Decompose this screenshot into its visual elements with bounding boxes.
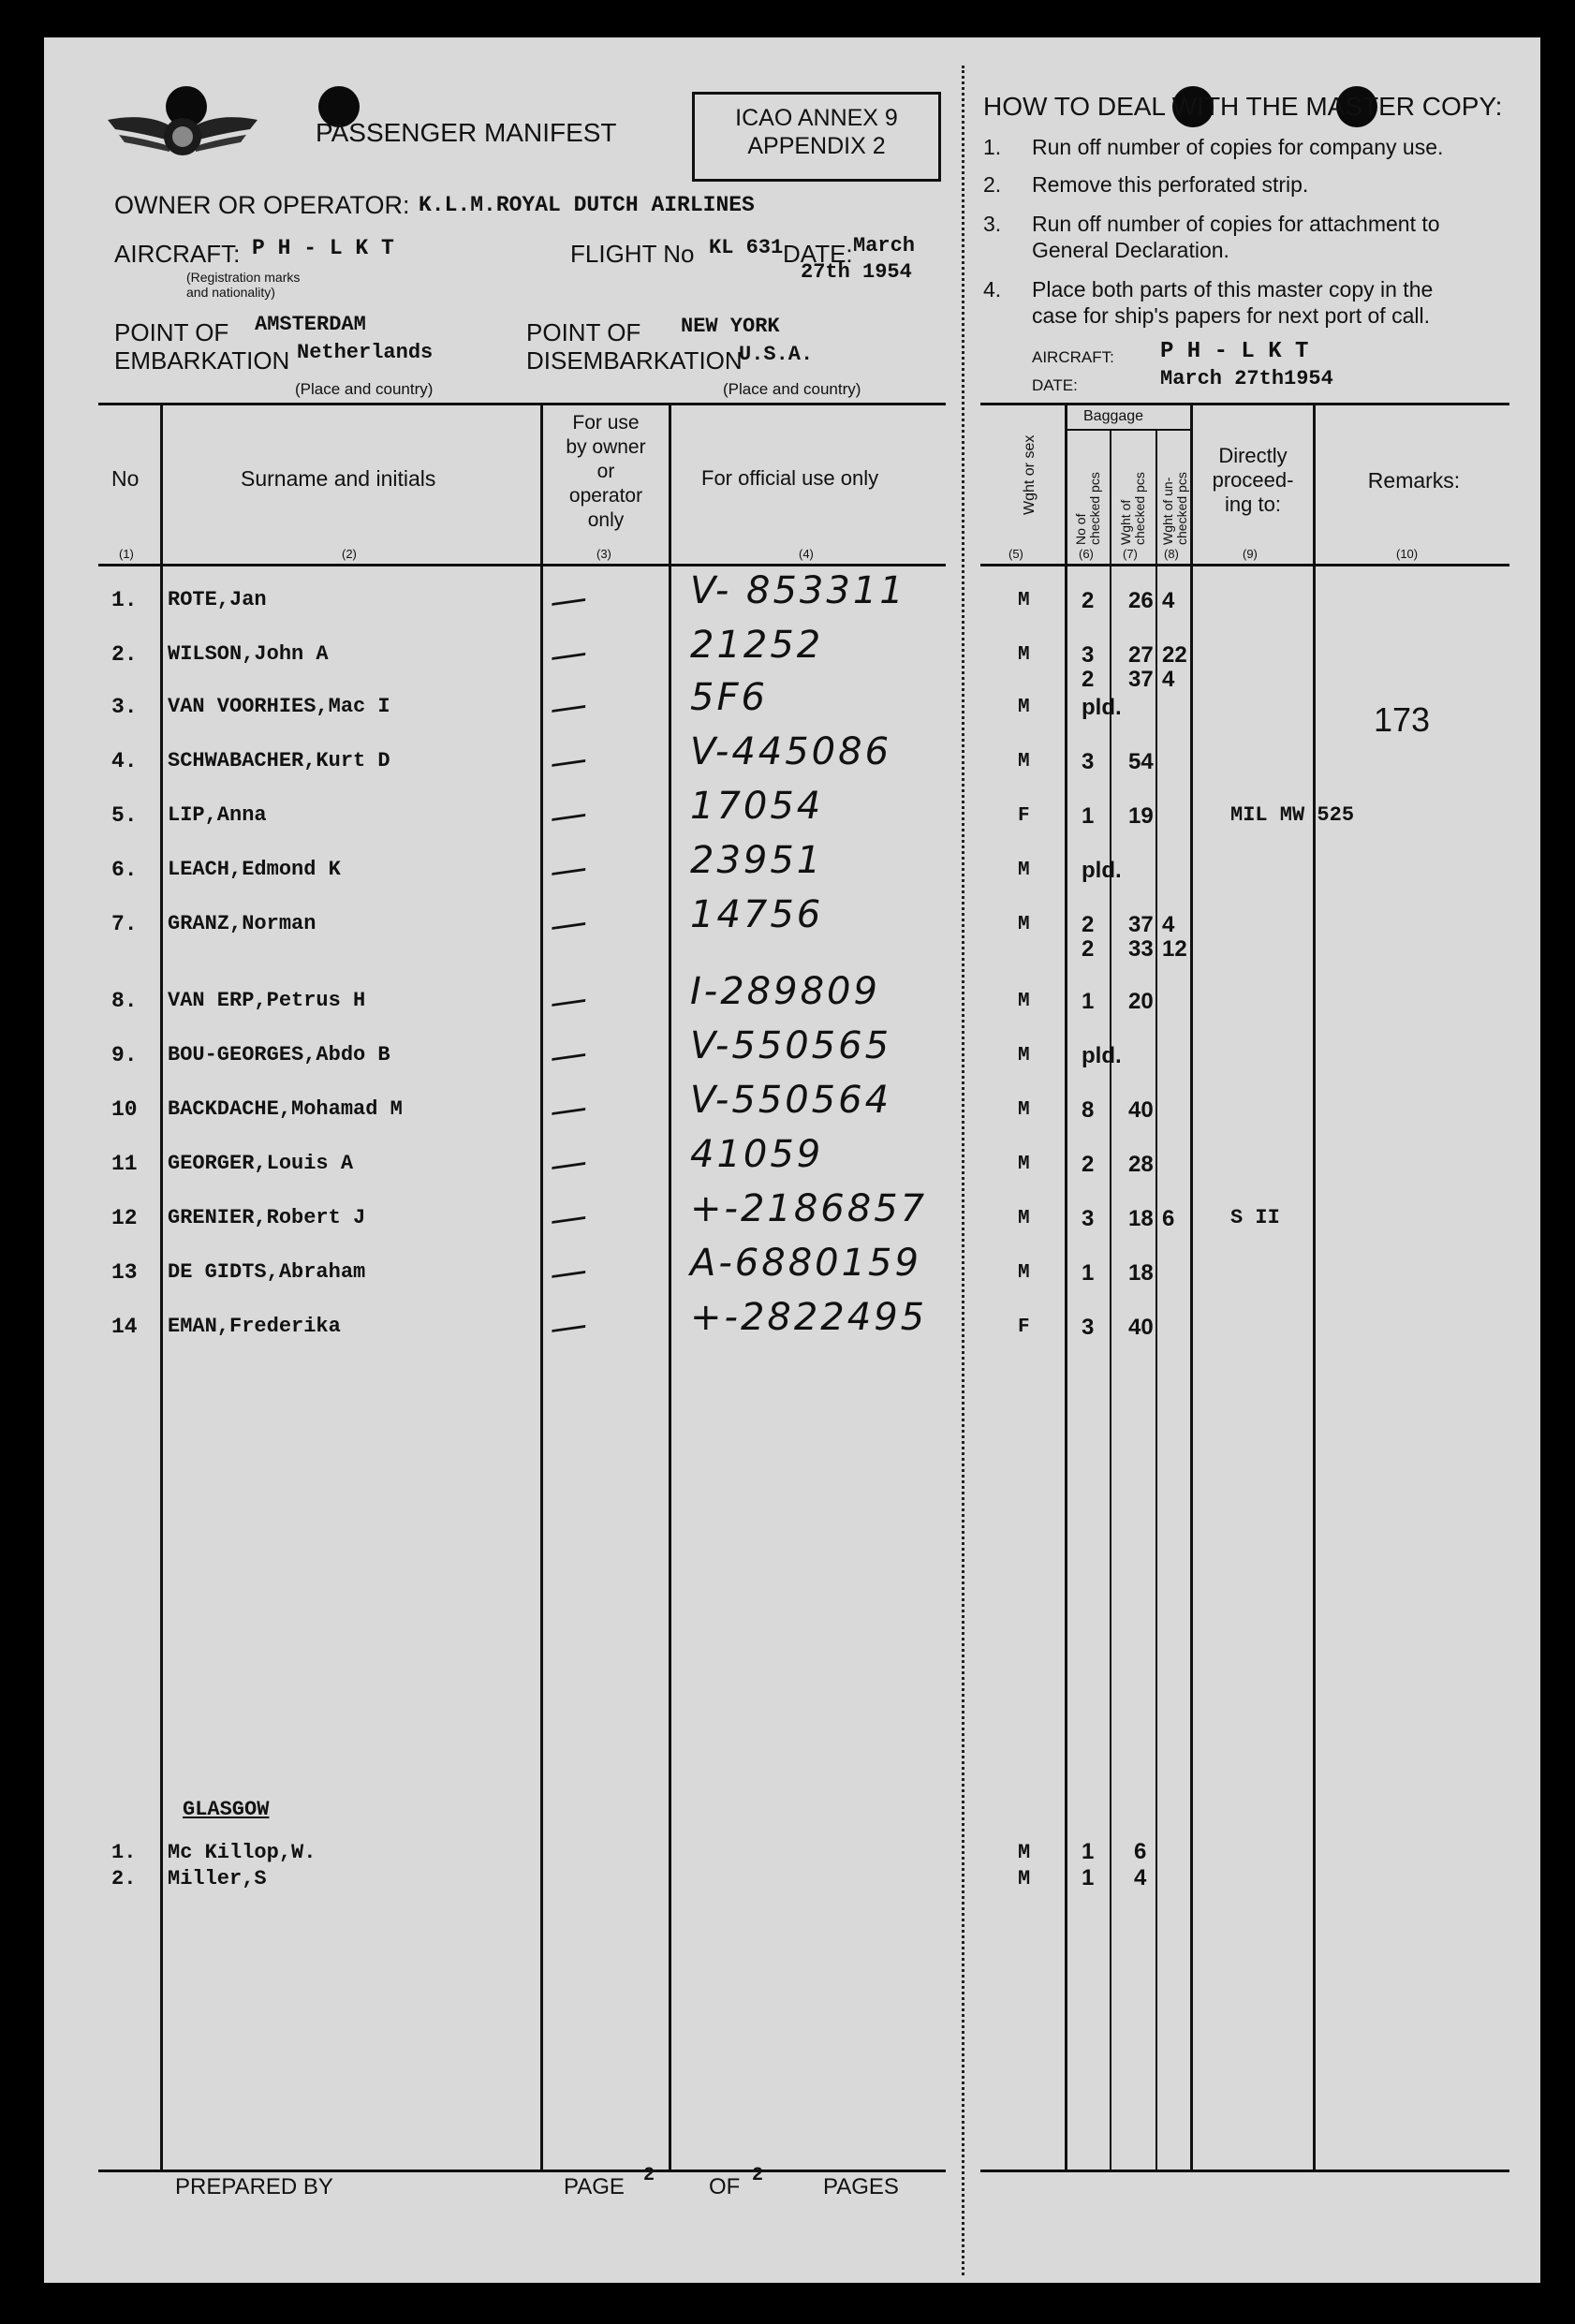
row-no: 3. bbox=[111, 695, 138, 719]
col-num: (4) bbox=[799, 547, 814, 561]
embark-value2: Netherlands bbox=[297, 341, 434, 364]
row-surname: GRENIER,Robert J bbox=[168, 1206, 366, 1229]
row-official-number: A-6880159 bbox=[690, 1242, 921, 1285]
glasgow-row-wght: 4 bbox=[1134, 1865, 1147, 1890]
col-divider bbox=[1190, 403, 1193, 2170]
manifest-sheet bbox=[44, 37, 1540, 2283]
owner-check-mark: — bbox=[546, 1085, 591, 1134]
instruction-num: 4. bbox=[983, 277, 1002, 302]
col-divider bbox=[1313, 403, 1316, 2170]
instruction-num: 3. bbox=[983, 212, 1002, 236]
row-official-number: I-289809 bbox=[690, 970, 880, 1013]
row-no: 12 bbox=[111, 1206, 138, 1230]
col-header-remarks: Remarks: bbox=[1367, 468, 1461, 493]
embark-note: (Place and country) bbox=[295, 380, 434, 398]
glasgow-row-pcs: 1 bbox=[1082, 1865, 1095, 1890]
instructions-title: HOW TO DEAL WITH THE MASTER COPY: bbox=[983, 92, 1503, 121]
col-num: (7) bbox=[1123, 547, 1138, 561]
table-top-rule bbox=[98, 403, 946, 405]
col-divider bbox=[540, 403, 543, 2170]
glasgow-row-sex: M bbox=[1018, 1841, 1031, 1864]
table-top-rule bbox=[980, 403, 1509, 405]
row-checked-pcs: 2 bbox=[1082, 667, 1095, 692]
annex-line1: ICAO ANNEX 9 bbox=[735, 105, 898, 131]
strip-date-label: DATE: bbox=[1032, 376, 1078, 394]
row-checked-wght: 40 bbox=[1128, 1315, 1154, 1340]
row-checked-pcs: 3 bbox=[1082, 642, 1095, 668]
row-unchecked-wght: 6 bbox=[1162, 1206, 1175, 1231]
row-unchecked-wght: 22 bbox=[1162, 642, 1187, 668]
row-no: 11 bbox=[111, 1152, 138, 1176]
row-sex: M bbox=[1018, 751, 1030, 772]
row-no: 13 bbox=[111, 1260, 138, 1285]
row-checked-wght: 26 bbox=[1128, 588, 1154, 613]
col-header-owner-use: only bbox=[587, 509, 625, 531]
row-sex: M bbox=[1018, 697, 1030, 718]
col-num: (10) bbox=[1396, 547, 1419, 561]
row-checked-pcs: 1 bbox=[1082, 989, 1095, 1014]
row-official-number: V-445086 bbox=[690, 730, 892, 773]
embark-value1: AMSTERDAM bbox=[255, 313, 366, 336]
row-official-number: 23951 bbox=[690, 839, 824, 882]
owner-check-mark: — bbox=[546, 791, 591, 840]
row-checked-pcs: 3 bbox=[1082, 749, 1095, 774]
row-surname: DE GIDTS,Abraham bbox=[168, 1260, 366, 1284]
klm-winged-logo-icon bbox=[108, 105, 258, 165]
row-checked-wght: 33 bbox=[1128, 936, 1154, 962]
prepared-by-label: PREPARED BY bbox=[175, 2174, 333, 2199]
row-surname: WILSON,John A bbox=[168, 642, 329, 666]
row-sex: M bbox=[1018, 1154, 1030, 1175]
row-checked-wght: 18 bbox=[1128, 1260, 1154, 1286]
row-official-number: 17054 bbox=[690, 785, 824, 828]
row-checked-wght: 18 bbox=[1128, 1206, 1154, 1231]
page-label: PAGE bbox=[564, 2174, 625, 2199]
row-no: 5. bbox=[111, 803, 138, 828]
col-header-directly: proceed- bbox=[1212, 468, 1294, 492]
baggage-rule bbox=[1065, 429, 1192, 431]
row-checked-pcs: 8 bbox=[1082, 1097, 1095, 1123]
owner-check-mark: — bbox=[546, 1248, 591, 1297]
row-sex: M bbox=[1018, 590, 1030, 611]
col-num: (1) bbox=[119, 547, 134, 561]
col-header-directly: Directly bbox=[1218, 444, 1288, 467]
col-header-official: For official use only bbox=[701, 466, 879, 490]
row-surname: SCHWABACHER,Kurt D bbox=[168, 749, 390, 772]
embark-label1: POINT OF bbox=[114, 318, 229, 346]
row-sex: M bbox=[1018, 1099, 1030, 1121]
instruction-num: 2. bbox=[983, 172, 1002, 197]
row-surname: GRANZ,Norman bbox=[168, 912, 316, 935]
glasgow-heading: GLASGOW bbox=[183, 1798, 270, 1821]
row-unchecked-wght: 4 bbox=[1162, 912, 1175, 937]
row-checked-pcs: 2 bbox=[1082, 912, 1095, 937]
date-value1: March bbox=[853, 234, 916, 257]
col-divider bbox=[1110, 429, 1111, 2170]
row-checked-wght: 54 bbox=[1128, 749, 1154, 774]
header-rule bbox=[98, 564, 946, 566]
row-sex: M bbox=[1018, 914, 1030, 935]
col-header-no: No bbox=[111, 466, 140, 491]
row-official-number: 14756 bbox=[690, 893, 824, 936]
row-sex: M bbox=[1018, 1045, 1030, 1066]
col-header-owner-use: or bbox=[596, 461, 615, 482]
row-surname: EMAN,Frederika bbox=[168, 1315, 341, 1338]
row-directly-to: MIL MW 525 bbox=[1230, 803, 1355, 827]
owner-check-mark: — bbox=[546, 1140, 591, 1188]
col-num: (3) bbox=[596, 547, 611, 561]
row-surname: VAN VOORHIES,Mac I bbox=[168, 695, 390, 718]
col-header-unchecked-wght: Wght of un- checked pcs bbox=[1160, 472, 1189, 545]
glasgow-row-no: 2. bbox=[111, 1867, 137, 1890]
owner-check-mark: — bbox=[546, 576, 591, 625]
row-official-number: V- 853311 bbox=[690, 569, 906, 612]
row-official-number: V-550564 bbox=[690, 1079, 892, 1122]
row-unchecked-wght: 12 bbox=[1162, 936, 1187, 962]
row-checked-pcs: 3 bbox=[1082, 1206, 1095, 1231]
row-unchecked-wght: 4 bbox=[1162, 667, 1175, 692]
row-no: 6. bbox=[111, 858, 138, 882]
row-sex: F bbox=[1018, 805, 1030, 827]
pages-label: PAGES bbox=[823, 2174, 899, 2199]
row-checked-pcs: 3 bbox=[1082, 1315, 1095, 1340]
disembark-value1: NEW YORK bbox=[681, 315, 780, 338]
row-checked-pcs: 1 bbox=[1082, 1260, 1095, 1286]
owner-check-mark: — bbox=[546, 1031, 591, 1080]
col-num: (5) bbox=[1008, 547, 1023, 561]
row-sex: M bbox=[1018, 991, 1030, 1012]
col-divider bbox=[160, 403, 163, 2170]
row-checked-pcs: 2 bbox=[1082, 1152, 1095, 1177]
row-surname: LEACH,Edmond K bbox=[168, 858, 341, 881]
footer-rule bbox=[980, 2170, 1509, 2172]
owner-check-mark: — bbox=[546, 846, 591, 894]
row-remarks: 173 bbox=[1374, 700, 1431, 739]
owner-value: K.L.M.ROYAL DUTCH AIRLINES bbox=[419, 193, 755, 217]
row-no: 4. bbox=[111, 749, 138, 773]
disembark-label2: DISEMBARKATION bbox=[526, 346, 743, 375]
row-no: 8. bbox=[111, 989, 138, 1013]
instruction-text2: General Declaration. bbox=[1032, 238, 1229, 262]
page-total: 2 bbox=[752, 2165, 764, 2186]
row-checked-wght: 27 bbox=[1128, 642, 1154, 668]
glasgow-row-pcs: 1 bbox=[1082, 1839, 1095, 1864]
strip-date-value: March 27th1954 bbox=[1160, 367, 1333, 390]
owner-check-mark: — bbox=[546, 1194, 591, 1243]
glasgow-row-sex: M bbox=[1018, 1867, 1031, 1890]
row-unchecked-wght: 4 bbox=[1162, 588, 1175, 613]
row-official-number: 21252 bbox=[690, 624, 824, 667]
row-no: 2. bbox=[111, 642, 138, 667]
col-header-wght-sex: Wght or sex bbox=[1022, 434, 1038, 515]
instruction-text: Run off number of copies for attachment to bbox=[1032, 212, 1440, 236]
row-checked-pcs: pld. bbox=[1082, 858, 1122, 883]
col-header-surname: Surname and initials bbox=[241, 466, 436, 491]
annex-line2: APPENDIX 2 bbox=[747, 133, 886, 159]
col-header-checked-pcs: No of checked pcs bbox=[1073, 472, 1102, 545]
row-official-number: V-550565 bbox=[690, 1024, 892, 1067]
instruction-text: Remove this perforated strip. bbox=[1032, 172, 1309, 197]
row-checked-pcs: 2 bbox=[1082, 936, 1095, 962]
col-num: (9) bbox=[1243, 547, 1258, 561]
date-label: DATE: bbox=[783, 240, 853, 268]
owner-check-mark: — bbox=[546, 683, 591, 731]
perforation-line bbox=[962, 66, 964, 2275]
row-checked-wght: 20 bbox=[1128, 989, 1154, 1014]
flight-value: KL 631 bbox=[709, 236, 784, 259]
row-surname: ROTE,Jan bbox=[168, 588, 267, 611]
owner-check-mark: — bbox=[546, 977, 591, 1025]
row-no: 9. bbox=[111, 1043, 138, 1067]
row-official-number: 41059 bbox=[690, 1133, 824, 1176]
col-num: (2) bbox=[342, 547, 357, 561]
row-checked-wght: 19 bbox=[1128, 803, 1154, 829]
disembark-note: (Place and country) bbox=[723, 380, 861, 398]
col-header-owner-use: by owner bbox=[566, 436, 646, 458]
col-divider bbox=[669, 403, 671, 2170]
row-official-number: +-2186857 bbox=[690, 1187, 928, 1230]
instruction-text2: case for ship's papers for next port of call. bbox=[1032, 303, 1430, 328]
row-directly-to: S II bbox=[1230, 1206, 1280, 1229]
row-sex: M bbox=[1018, 860, 1030, 881]
col-header-owner-use: operator bbox=[568, 485, 643, 507]
row-no: 7. bbox=[111, 912, 138, 936]
row-checked-wght: 28 bbox=[1128, 1152, 1154, 1177]
row-official-number: 5F6 bbox=[690, 676, 768, 719]
col-num: (6) bbox=[1079, 547, 1094, 561]
header-rule bbox=[980, 564, 1509, 566]
owner-check-mark: — bbox=[546, 1302, 591, 1351]
row-checked-pcs: 1 bbox=[1082, 803, 1095, 829]
row-checked-wght: 37 bbox=[1128, 912, 1154, 937]
strip-aircraft-value: P H - L K T bbox=[1160, 339, 1309, 364]
owner-label: OWNER OR OPERATOR: bbox=[114, 191, 410, 219]
glasgow-row-no: 1. bbox=[111, 1841, 137, 1864]
row-sex: M bbox=[1018, 1262, 1030, 1284]
row-sex: F bbox=[1018, 1316, 1030, 1338]
owner-check-mark: — bbox=[546, 900, 591, 949]
embark-label2: EMBARKATION bbox=[114, 346, 290, 375]
flight-label: FLIGHT No bbox=[570, 240, 695, 268]
row-surname: BOU-GEORGES,Abdo B bbox=[168, 1043, 390, 1066]
col-divider bbox=[1155, 429, 1157, 2170]
glasgow-row-wght: 6 bbox=[1134, 1839, 1147, 1864]
page-number: 2 bbox=[643, 2165, 655, 2186]
instruction-text: Place both parts of this master copy in the bbox=[1032, 277, 1434, 302]
row-checked-pcs: pld. bbox=[1082, 1043, 1122, 1068]
date-value2: 27th 1954 bbox=[801, 260, 912, 284]
row-sex: M bbox=[1018, 644, 1030, 666]
col-header-baggage: Baggage bbox=[1083, 408, 1144, 424]
glasgow-row-name: Mc Killop,W. bbox=[168, 1841, 316, 1864]
aircraft-note2: and nationality) bbox=[186, 285, 275, 300]
owner-check-mark: — bbox=[546, 737, 591, 786]
row-surname: LIP,Anna bbox=[168, 803, 267, 827]
row-surname: VAN ERP,Petrus H bbox=[168, 989, 366, 1012]
row-checked-wght: 37 bbox=[1128, 667, 1154, 692]
row-surname: GEORGER,Louis A bbox=[168, 1152, 354, 1175]
col-num: (8) bbox=[1164, 547, 1179, 561]
instruction-num: 1. bbox=[983, 135, 1002, 159]
col-header-checked-wght: Wght of checked pcs bbox=[1118, 472, 1147, 545]
row-surname: BACKDACHE,Mohamad M bbox=[168, 1097, 403, 1121]
col-header-directly: ing to: bbox=[1225, 493, 1281, 516]
row-checked-pcs: pld. bbox=[1082, 695, 1122, 720]
row-no: 1. bbox=[111, 588, 138, 612]
row-no: 14 bbox=[111, 1315, 138, 1339]
owner-check-mark: — bbox=[546, 630, 591, 679]
aircraft-value: P H - L K T bbox=[252, 236, 394, 260]
row-official-number: +-2822495 bbox=[690, 1296, 928, 1339]
instruction-text: Run off number of copies for company use. bbox=[1032, 135, 1444, 159]
disembark-label1: POINT OF bbox=[526, 318, 641, 346]
row-no: 10 bbox=[111, 1097, 138, 1122]
page-title: PASSENGER MANIFEST bbox=[316, 118, 617, 147]
of-label: OF bbox=[709, 2174, 741, 2199]
col-header-owner-use: For use bbox=[572, 412, 640, 434]
footer-rule bbox=[98, 2170, 946, 2172]
row-checked-pcs: 2 bbox=[1082, 588, 1095, 613]
row-checked-wght: 40 bbox=[1128, 1097, 1154, 1123]
col-divider bbox=[1065, 403, 1067, 2170]
aircraft-note1: (Registration marks bbox=[186, 270, 301, 285]
strip-aircraft-label: AIRCRAFT: bbox=[1032, 348, 1114, 366]
disembark-value2: U.S.A. bbox=[739, 343, 814, 366]
glasgow-row-name: Miller,S bbox=[168, 1867, 267, 1890]
aircraft-label: AIRCRAFT: bbox=[114, 240, 241, 268]
row-sex: M bbox=[1018, 1208, 1030, 1229]
